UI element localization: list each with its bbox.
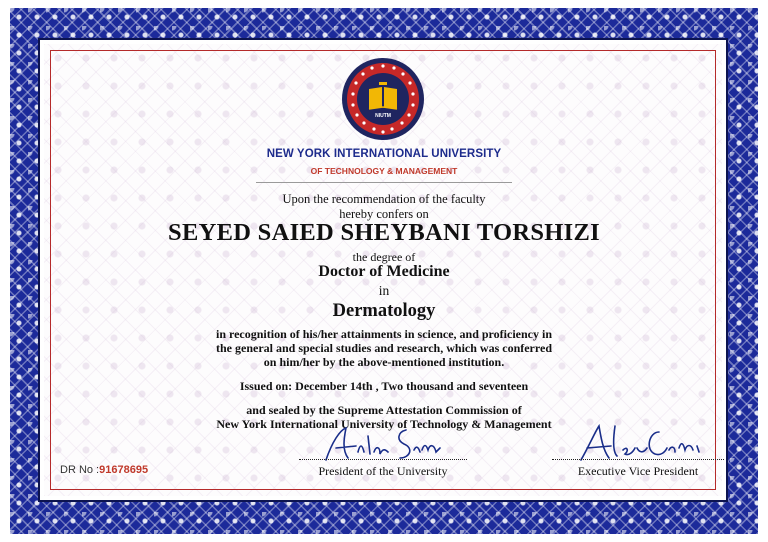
university-name: NEW YORK INTERNATIONAL UNIVERSITY: [266, 148, 502, 160]
field-of-study: Dermatology: [332, 301, 436, 321]
university-subtitle: OF TECHNOLOGY & MANAGEMENT: [310, 166, 458, 176]
issued-date: Issued on: December 14th , Two thousand and seventeen: [239, 379, 529, 393]
signature-line: [552, 459, 724, 460]
dr-number: 91678695: [99, 464, 149, 476]
recognition-line: on him/her by the above-mentioned institution.: [263, 355, 505, 369]
sealed-line: New York International University of Technology & Management: [216, 417, 552, 431]
president-caption: President of the University: [318, 464, 448, 478]
signature-line: [299, 459, 467, 460]
recommendation-line: Upon the recommendation of the faculty: [282, 192, 486, 206]
recognition-line: the general and special studies and research, which was conferred: [216, 341, 552, 355]
degree-intro: the degree of: [352, 250, 416, 264]
vice-president-caption: Executive Vice President: [577, 464, 699, 478]
dr-label: DR No :: [60, 464, 100, 476]
header-divider: [256, 182, 512, 183]
degree-title: Doctor of Medicine: [318, 263, 450, 280]
recognition-line: in recognition of his/her attainments in science, and proficiency in: [215, 327, 552, 341]
vice-president-signature: [575, 420, 705, 464]
seal-acronym: NIUTM: [375, 113, 391, 119]
sealed-line: and sealed by the Supreme Attestation Commission of: [246, 403, 522, 417]
university-seal-icon: [341, 57, 425, 141]
confers-line: hereby confers on: [339, 207, 429, 221]
in-word: in: [378, 283, 390, 298]
dr-number-block: [60, 464, 148, 476]
recipient-name: SEYED SAIED SHEYBANI TORSHIZI: [168, 219, 600, 246]
